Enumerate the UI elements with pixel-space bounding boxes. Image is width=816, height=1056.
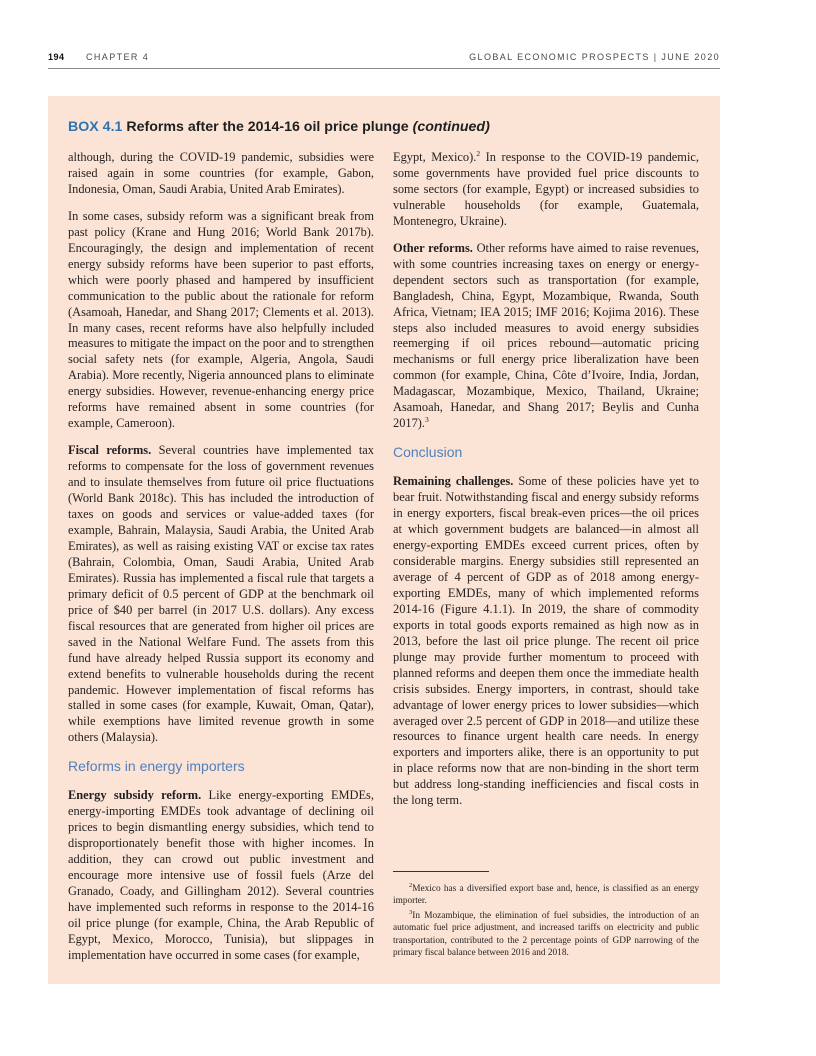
footnote: $^2$Mexico has a diversified export base and, hence, is classified as an energy importer. [393, 881, 699, 907]
paragraph: In some cases, subsidy reform was a significant break from past policy (Krane and Hung 2016; World Bank 2017b). Encouragingly, the design and implementation of recent energy subsidy reforms have been superior to past efforts, which were poorly phased and hampered by insufficient communication to the public about the rationale for reform (Asamoah, Hanedar, and Shang 2017; Clements et al. 2013). In many cases, recent reforms have also helpfully included measures to mitigate the impact on the poor and to strengthen social safety nets (for example, Algeria, Angola, Saudi Arabia). More recently, Nigeria announced plans to eliminate energy subsidies. However, revenue-enhancing energy price reforms have remained absent in some countries (for example, Cameroon). [68, 208, 374, 431]
paragraph: although, during the COVID-19 pandemic, subsidies were raised again in some countries (for example, Gabon, Indonesia, Oman, Saudi Arabia, United Arab Emirates). [68, 150, 374, 196]
paragraph-lead: Energy subsidy reform. [68, 788, 202, 803]
box-continued: (continued) [412, 119, 490, 135]
paragraph-lead: Remaining challenges. [393, 474, 514, 489]
page-number: 194 [48, 52, 65, 62]
paragraph: Other reforms. Other reforms have aimed to raise revenues, with some countries increasing taxes on energy or energy-dependent sectors such as transportation (for example, Bangladesh, China, Egypt, Mozambique, Rwanda, South Africa, Vietnam; IEA 2015; IMF 2016; Kojima 2016). These steps also included measures to avoid energy subsidies reemerging if oil prices rebound—automatic pricing mechanisms or full energy price liberalization have been common (for example, China, Côte d’Ivoire, India, Jordan, Madagascar, Mozambique, Mexico, Thailand, Ukraine; Asamoah, Hanedar, and Shang 2017; Beylis and Cunha 2017).$^3$ [393, 240, 700, 431]
paragraph: Egypt, Mexico).$^2$ In response to the COVID-19 pandemic, some governments have provided fuel price discounts to some sectors (for example, Egypt) or increased subsidies to vulnerable households (for example, Guatemala, Montenegro, Ukraine). [393, 148, 699, 228]
paragraph: Remaining challenges. Some of these policies have yet to bear fruit. Notwithstanding fiscal and energy subsidy reforms in energy exporters, fiscal break-even prices—the oil prices at which government budgets are balanced—in almost all energy-exporting EMDEs exceed current prices, often by considerable margins. Energy subsidies still represented an average of 4 percent of GDP as of 2018 among energy-exporting EMDEs, many of which implemented reforms 2014-16 (Figure 4.1.1). In 2019, the share of commodity exports in total goods exports remained as high now as in 2013, before the last oil price plunge. The recent oil price plunge may provide further momentum to proceed with planned reforms and deepen them once the immediate health crisis subsides. Energy importers, in contrast, should take advantage of lower energy prices to lower subsidies—which averaged over 2.5 percent of GDP in 2018—and utilize these resources to finance urgent health care needs. In energy exporters and importers alike, there is an opportunity to put in place reforms now that are non-binding in the short term but address long-standing inefficiencies and fiscal costs in the long term. [393, 474, 699, 808]
chapter-label: CHAPTER 4 [86, 52, 150, 62]
footnote-ref: 3 [425, 415, 429, 425]
paragraph-lead: Other reforms. [393, 240, 473, 255]
left-column [68, 150, 374, 975]
box-label: BOX 4.1 [68, 119, 123, 135]
box-title-text: Reforms after the 2014-16 oil price plunge [126, 119, 409, 135]
paragraph: Fiscal reforms. Several countries have implemented tax reforms to compensate for the loss of government revenues and to insulate themselves from future oil price fluctuations (World Bank 2018c). This has included the introduction of taxes on goods and services or value-added taxes (for example, Bahrain, Malaysia, Saudi Arabia, the United Arab Emirates), as well as raising existing VAT or excise tax rates (Bahrain, Colombia, Oman, Saudi Arabia, United Arab Emirates). Russia has implemented a fiscal rule that targets a primary deficit of 0.5 percent of GDP at the benchmark oil price of $40 per barrel (in 2017 U.S. dollars). Any excess fiscal resources that are generated from higher oil prices are saved in the National Welfare Fund. The assets from this fund have already helped Russia support its economy and extend benefits to vulnerable households during the recent pandemic. However implementation of fiscal reforms has stalled in some cases (for example, Kuwait, Oman, Qatar), while exemptions have limited revenue growth in some others (Malaysia). [68, 443, 375, 745]
footnote: $^3$In Mozambique, the elimination of fuel subsidies, the introduction of an automatic fuel price adjustment, and increased tariffs on electricity and public transportation, contributed to the 2 percentage points of GDP narrowing of the primary fiscal balance between 2016 and 2018. [393, 908, 699, 959]
paragraph: Energy subsidy reform. Like energy-exporting EMDEs, energy-importing EMDEs took advantage of declining oil prices to begin dismantling energy subsidies, which tend to disproportionately benefit those with higher incomes. In addition, they can crowd out public investment and encourage more intensive use of fossil fuels (Arze del Granado, Coady, and Gillingham 2012). Several countries have implemented such reforms in response to the 2014-16 oil price plunge (for example, China, the Arab Republic of Egypt, Mexico, Morocco, Tunisia), but slippages in implementation have occurred in some cases (for example, [68, 788, 374, 962]
right-column [393, 150, 699, 820]
running-header [48, 52, 720, 68]
publication-title: GLOBAL ECONOMIC PROSPECTS | JUNE 2020 [469, 52, 720, 62]
header-divider [48, 68, 720, 69]
section-heading: Conclusion [393, 444, 463, 461]
paragraph-lead: Fiscal reforms. [68, 443, 152, 458]
box-title [68, 119, 708, 135]
footnotes [393, 883, 699, 961]
footnote-ref: 2 [476, 148, 481, 158]
footnote-divider [393, 871, 489, 872]
section-heading: Reforms in energy importers [68, 758, 245, 775]
